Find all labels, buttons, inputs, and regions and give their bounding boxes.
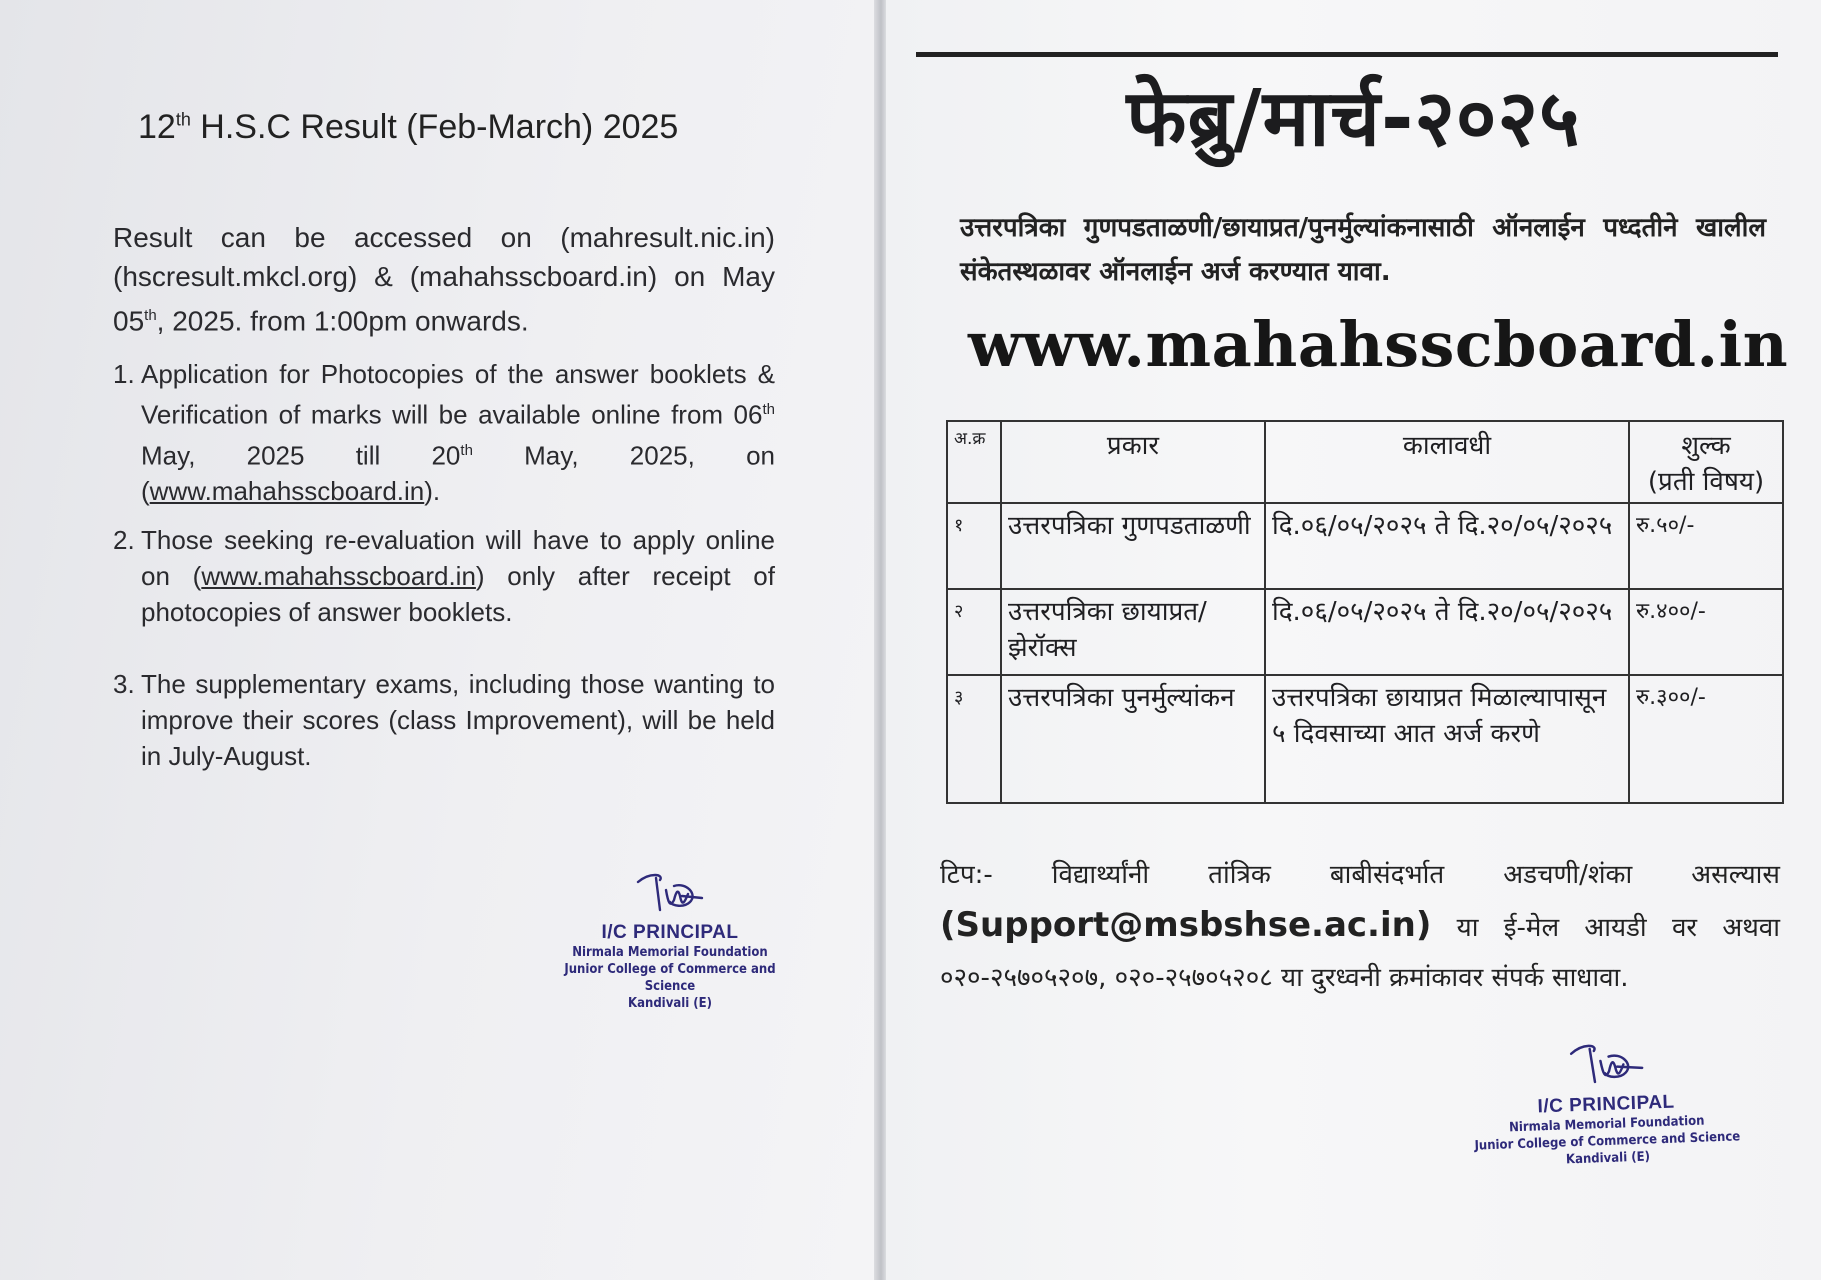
top-rule — [916, 52, 1778, 57]
support-email[interactable]: (Support@msbshse.ac.in) — [940, 905, 1432, 945]
list-number: 1. — [113, 359, 135, 389]
table-cell: दि.०६/०५/२०२५ ते दि.२०/०५/२०२५ — [1265, 589, 1629, 675]
signature-icon — [630, 866, 710, 922]
fee-schedule-table — [946, 420, 1784, 804]
text-run: ) only after receipt of photocopies of answer booklets. — [141, 561, 775, 627]
marathi-title: फेब्रु/मार्च-२०२५ — [1126, 74, 1581, 164]
signature-line: Kandivali (E) — [1565, 1149, 1651, 1168]
list-number: 3. — [113, 669, 135, 699]
note-text: या ई-मेल आयडी वर अथवा ०२०-२५७०५२०७, ०२०-२५७०५२०८ या दुरध्वनी क्रमांकावर संपर्क साधावा. — [940, 913, 1780, 993]
table-cell: उत्तरपत्रिका गुणपडताळणी — [1001, 503, 1265, 589]
table-cell: रु.४००/- — [1629, 589, 1783, 675]
column-header: शुल्क (प्रती विषय) — [1629, 421, 1783, 503]
table-cell: १ — [947, 503, 1001, 589]
title-text: H.S.C Result (Feb-March) 2025 — [190, 108, 679, 146]
ordinal: th — [762, 401, 775, 418]
signature-line: Kandivali (E) — [628, 996, 712, 1011]
table-cell: उत्तरपत्रिका पुनर्मुल्यांकन — [1001, 675, 1265, 803]
title-number: 12 — [138, 108, 176, 146]
ordinal: th — [460, 441, 473, 459]
result-access-paragraph — [113, 218, 775, 340]
signature-icon — [1559, 1034, 1651, 1095]
intro-ordinal: th — [144, 307, 157, 324]
table-row — [947, 503, 1783, 589]
principal-signature-block — [540, 866, 800, 1012]
list-text — [141, 522, 775, 630]
text-run: Those seeking re-evaluation will have to apply online on ( — [141, 525, 775, 591]
table-cell: २ — [947, 589, 1001, 675]
table-cell: रु.३००/- — [1629, 675, 1783, 803]
text-run: May, 2025 till 20 — [141, 440, 461, 471]
text-run: May, 2025, on ( — [141, 440, 775, 507]
list-item — [113, 666, 775, 774]
list-text: The supplementary exams, including those wanting to improve their scores (class Improvement), will be held in July-August. — [141, 669, 775, 771]
table-cell: उत्तरपत्रिका छायाप्रत मिळाल्यापासून ५ दिवसाच्या आत अर्ज करणे — [1265, 675, 1629, 803]
column-header: कालावधी — [1265, 421, 1629, 503]
title-ordinal: th — [175, 109, 191, 130]
intro-text: Result can be accessed on (mahresult.nic.in) (hscresult.mkcl.org) & (mahahsscboard.in) on May 05 — [113, 222, 775, 337]
support-note — [940, 850, 1780, 1003]
signature-line: Nirmala Memorial Foundation — [1508, 1113, 1705, 1136]
signature-role: I/C PRINCIPAL — [1537, 1091, 1675, 1118]
note-text: टिप:- विद्यार्थ्यांनी तांत्रिक बाबीसंदर्भात अडचणी/शंका असल्यास — [940, 860, 1780, 890]
table-cell: उत्तरपत्रिका छायाप्रत/ झेरॉक्स — [1001, 589, 1265, 675]
list-item — [113, 522, 775, 630]
marathi-notice-sheet — [886, 0, 1821, 1280]
intro-text-end: , 2025. from 1:00pm onwards. — [156, 305, 529, 337]
list-item — [113, 356, 775, 509]
signature-line: Nirmala Memorial Foundation — [572, 945, 768, 960]
table-cell: दि.०६/०५/२०२५ ते दि.२०/०५/२०२५ — [1265, 503, 1629, 589]
page-title — [138, 108, 678, 147]
table-header-row — [947, 421, 1783, 503]
marathi-intro: उत्तरपत्रिका गुणपडताळणी/छायाप्रत/पुनर्मुल्यांकनासाठी ऑनलाईन पध्दतीने खालील संकेतस्थळावर ऑनलाईन अर्ज करण्यात यावा. — [960, 213, 1766, 287]
column-header: अ.क्र — [947, 421, 1001, 503]
table-cell: ३ — [947, 675, 1001, 803]
board-website-link[interactable]: www.mahahsscboard.in — [149, 476, 425, 507]
column-header: प्रकार — [1001, 421, 1265, 503]
signature-line: Junior College of Commerce and Science — [1474, 1129, 1741, 1154]
english-notice-sheet — [0, 0, 880, 1280]
text-run: ). — [424, 476, 441, 507]
board-website-link[interactable]: www.mahahsscboard.in — [201, 561, 476, 591]
list-text — [141, 356, 775, 509]
board-website-url[interactable]: www.mahahsscboard.in — [968, 308, 1789, 381]
table-cell: रु.५०/- — [1629, 503, 1783, 589]
table-row — [947, 675, 1783, 803]
text-run: Application for Photocopies of the answer booklets & Verification of marks will be available online from 06 — [141, 359, 775, 430]
signature-line: Junior College of Commerce and Science — [564, 962, 776, 994]
signature-role: I/C PRINCIPAL — [601, 922, 739, 943]
principal-signature-block — [1464, 1031, 1748, 1172]
table-row — [947, 589, 1783, 675]
list-number: 2. — [113, 525, 135, 555]
